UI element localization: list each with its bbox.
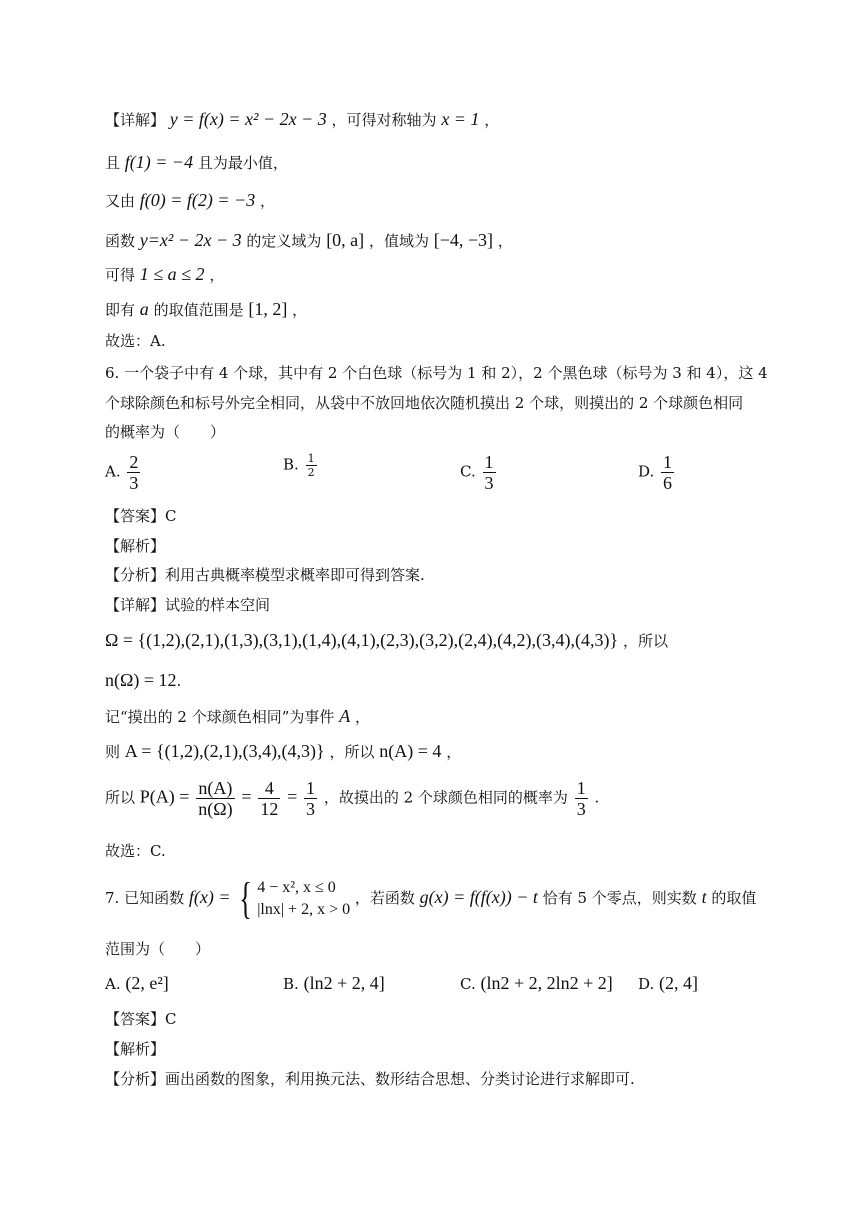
equation: x = 1 (441, 109, 480, 129)
q7-option-d (638, 972, 698, 995)
equation: A = {(1,2),(2,1),(3,4),(4,3)} (124, 741, 325, 761)
q7-jiexi: 【解析】 (105, 1040, 166, 1058)
equation: y = f(x) = x² − 2x − 3 (169, 109, 327, 129)
numerator: 1 (484, 452, 494, 472)
q7-stem-line-2: 范围为（ ） (105, 940, 211, 958)
option-label: A. (105, 975, 121, 993)
denominator: 3 (306, 799, 316, 819)
denominator: n(Ω) (198, 799, 233, 819)
equation: n(Ω) = 12 (105, 670, 177, 690)
numerator: 1 (307, 452, 315, 465)
detail-line-2 (105, 151, 288, 174)
text: 记“摸出的 2 个球颜色相同”为事件 (105, 708, 335, 726)
q7-option-c (460, 972, 613, 995)
option-label: C. (460, 462, 476, 481)
text: 恰有 5 个零点，则实数 (542, 889, 697, 907)
text: 的取值范围是 (153, 301, 244, 319)
text: ， (497, 232, 513, 250)
text: ，所以 (622, 632, 668, 650)
q6-option-a (105, 452, 142, 493)
detail-line-5 (105, 263, 224, 286)
text: 函数 (105, 232, 136, 250)
equation: f(1) = −4 (124, 152, 194, 172)
text: ， (446, 743, 462, 761)
option-label: B. (283, 975, 299, 993)
q6-option-b (283, 452, 319, 479)
text: . (176, 672, 182, 690)
q6-analysis: 【分析】利用古典概率模型求概率即可得到答案. (105, 566, 425, 584)
detail-line-4 (105, 229, 513, 252)
numerator: 1 (663, 452, 673, 472)
text: . (594, 788, 600, 807)
text: ，可得对称轴为 (331, 111, 437, 129)
text: ， (260, 192, 276, 210)
q7-option-b (283, 972, 385, 995)
equation: A (339, 706, 351, 726)
text: 的定义域为 (246, 232, 322, 250)
equation: n(A) = 4 (379, 741, 442, 761)
detail-line-1 (105, 108, 499, 131)
detail-line-7 (105, 330, 166, 352)
equation: t (701, 887, 707, 907)
q7-stem-line-1 (105, 874, 756, 921)
numerator: 1 (576, 778, 586, 798)
numerator: n(A) (198, 778, 233, 798)
detail-line-3 (105, 189, 275, 212)
text: ，故摸出的 2 个球颜色相同的概率为 (323, 788, 568, 807)
option-text: (ln2 + 2, 4] (303, 973, 385, 993)
text: = (241, 786, 252, 807)
text: 且为最小值， (197, 154, 288, 172)
q6-option-d (638, 452, 676, 493)
text: ， (292, 301, 308, 319)
text: 7. 已知函数 (105, 889, 185, 907)
text: ，所以 (329, 743, 375, 761)
q6-answer: 【答案】C (105, 507, 177, 525)
q6-sample-count (105, 669, 181, 692)
case-2: |lnx| + 2, x > 0 (257, 901, 351, 918)
q6-result: 故选：C. (105, 842, 166, 860)
q6-jiexi: 【解析】 (105, 537, 166, 555)
text: 可得 (105, 266, 136, 284)
equation: 1 ≤ a ≤ 2 (139, 264, 205, 284)
q6-stem-line-2: 个球除颜色和标号外完全相同，从袋中不放回地依次随机摸出 2 个球，则摸出的 2 个球颜色相同 (105, 394, 744, 412)
piecewise-cases (257, 877, 350, 921)
text: 故选：A. (105, 332, 166, 350)
denominator: 3 (484, 473, 494, 493)
left-brace: { (239, 874, 253, 923)
equation: P(A) = (139, 786, 190, 807)
numerator: 4 (264, 778, 274, 798)
text: ，值域为 (368, 232, 429, 250)
q6-probability (105, 778, 599, 819)
text: ， (209, 266, 225, 284)
equation: Ω = {(1,2),(2,1),(1,3),(3,1),(1,4),(4,1),(2,3),(3,2),(2,4),(4,2),(3,4),(4,3)} (105, 630, 619, 650)
equation: f(x) = (188, 887, 231, 907)
text: 且 (105, 154, 121, 172)
text: = (287, 786, 298, 807)
q6-sample-space (105, 629, 668, 652)
numerator: 1 (306, 778, 316, 798)
q7-analysis: 【分析】画出函数的图象，利用换元法、数形结合思想、分类讨论进行求解即可. (105, 1070, 635, 1088)
option-label: C. (460, 975, 476, 993)
q6-stem-line-3: 的概率为（ ） (105, 423, 226, 441)
numerator: 2 (129, 452, 139, 472)
q7-answer: 【答案】C (105, 1010, 177, 1028)
option-label: D. (638, 462, 655, 481)
text: 即有 (105, 301, 136, 319)
equation: f(0) = f(2) = −3 (139, 190, 256, 210)
equation: g(x) = f(f(x)) − t (419, 887, 538, 907)
option-text: (2, e²] (125, 973, 169, 993)
text: ， (484, 111, 500, 129)
detail-line-6 (105, 298, 307, 321)
denominator: 6 (663, 473, 673, 493)
denominator: 3 (129, 473, 139, 493)
text: 的取值 (711, 889, 757, 907)
q6-event-def (105, 705, 370, 728)
text: 又由 (105, 192, 136, 210)
option-text: (2, 4] (659, 973, 699, 993)
equation: [1, 2] (248, 299, 288, 319)
q7-option-a (105, 972, 169, 995)
option-label: D. (638, 975, 655, 993)
case-1: 4 − x², x ≤ 0 (257, 879, 336, 896)
text: 所以 (105, 788, 136, 807)
text: ， (354, 708, 370, 726)
equation: [0, a] (326, 230, 365, 250)
q6-detail: 【详解】试验的样本空间 (105, 596, 271, 614)
text: ，若函数 (354, 889, 415, 907)
text: 则 (105, 743, 121, 761)
detail-tag: 【详解】 (105, 111, 166, 129)
equation: y=x² − 2x − 3 (139, 230, 242, 250)
denominator: 2 (307, 466, 315, 479)
option-label: B. (283, 455, 299, 474)
equation: a (139, 299, 149, 319)
denominator: 12 (260, 799, 279, 819)
option-label: A. (105, 462, 121, 481)
equation: [−4, −3] (433, 230, 494, 250)
denominator: 3 (576, 799, 586, 819)
q6-option-c (460, 452, 498, 493)
q6-stem-line-1: 6. 一个袋子中有 4 个球，其中有 2 个白色球（标号为 1 和 2），2 个黑色球（标号为 3 和 4），这 4 (105, 364, 768, 382)
option-text: (ln2 + 2, 2ln2 + 2] (480, 973, 613, 993)
q6-event-set (105, 740, 461, 763)
